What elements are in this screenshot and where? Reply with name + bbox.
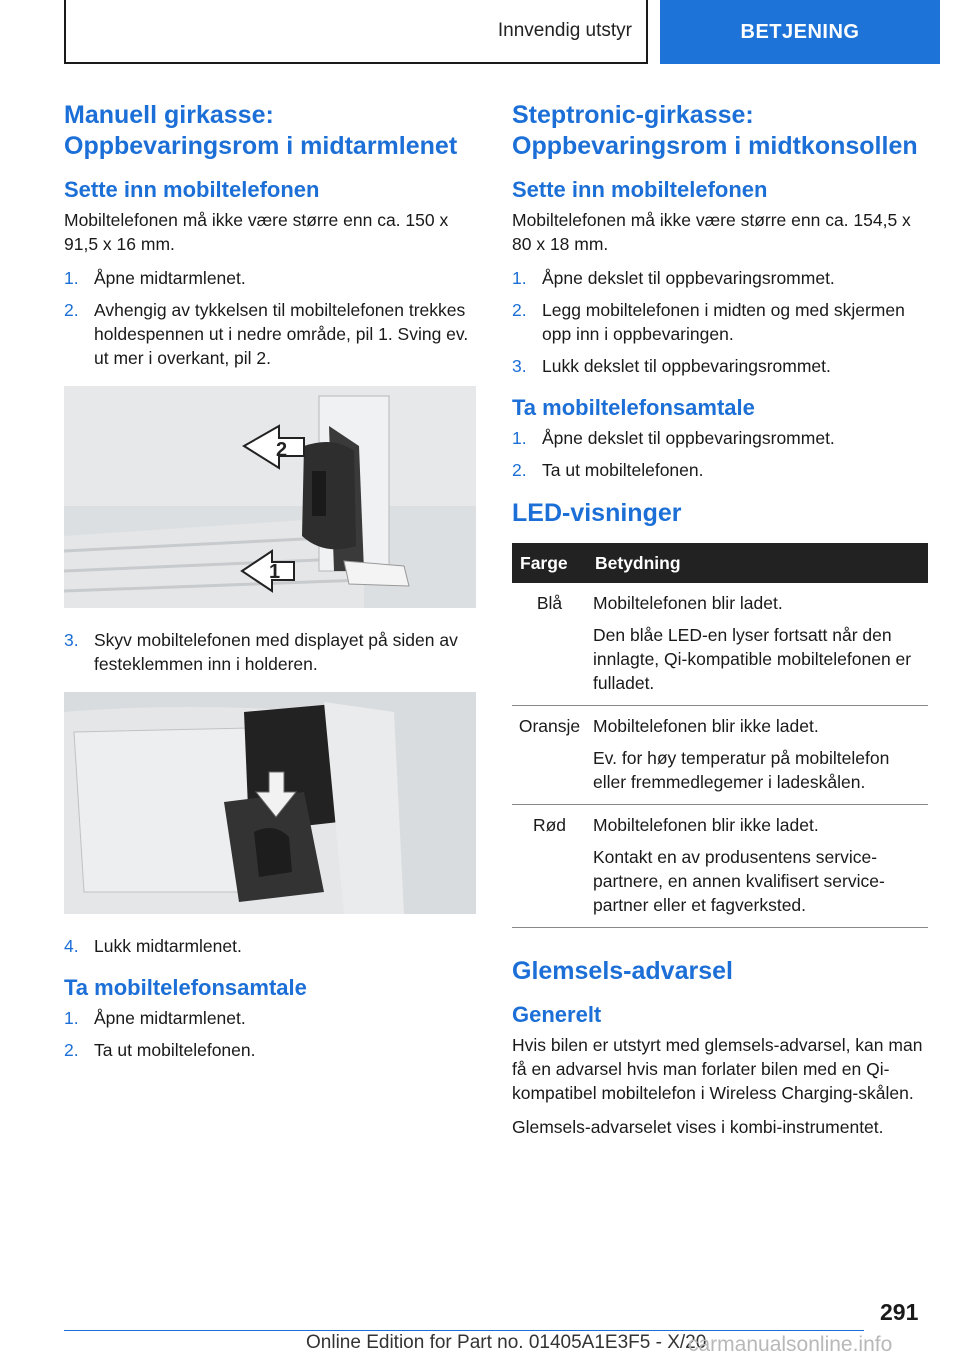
left-insert-intro: Mobiltelefonen må ikke være større enn ca. 150 x 91,5 x 16 mm. [64,210,449,254]
header-section-title: Innvendig utstyr [497,20,632,41]
header-section-box [64,0,648,64]
left-steps-a [64,266,476,370]
general-paragraph-2: Glemsels-advarselet vises i kombi-instrumentet. [512,1117,884,1137]
left-steps-c [64,934,476,958]
arrow-label-2: 2 [276,439,288,461]
led-color-cell: Oransje [512,706,587,805]
list-item: 1. Åpne midtarmlenet. [64,268,246,288]
right-insert-steps [512,266,928,378]
led-heading: LED-visninger [512,499,682,527]
led-col-color: Farge [512,543,587,583]
left-steps-b [64,628,476,676]
list-item: 1. Åpne dekslet til oppbevaringsrommet. [512,268,835,288]
led-color-cell: Rød [512,805,587,928]
list-item: 4. Lukk midtarmlenet. [64,936,242,956]
list-item: 2. Legg mobiltelefonen i midten og med skjermen opp inn i oppbevaringen. [512,300,905,344]
general-heading: Generelt [512,1002,602,1027]
led-color-cell: Blå [512,583,587,706]
right-insert-intro: Mobiltelefonen må ikke være større enn ca. 154,5 x 80 x 18 mm. [512,210,911,254]
left-remove-steps [64,1006,476,1062]
header-chapter-tab[interactable] [660,0,940,64]
right-title: Steptronic-girkasse: Oppbevaringsrom i midtkonsollen [512,101,918,160]
led-table-header-row [512,543,928,583]
led-meaning-cell: Mobiltelefonen blir ladet. Den blåe LED-en lyser fortsatt når den innlagte, Qi-kompatible mobiltelefonen er fulladet. [587,583,928,706]
forget-warning-heading: Glemsels-advarsel [512,957,733,985]
list-item: 2. Avhengig av tykkelsen til mobiltelefonen trekkes holdespennen ut i nedre område, pil 1. Sving ev. ut mer i overkant, pil 2. [64,300,469,368]
page-number: 291 [880,1299,919,1325]
right-remove-heading: Ta mobiltelefonsamtale [512,395,755,420]
figure-phone-insertion [64,692,476,914]
left-remove-heading: Ta mobiltelefonsamtale [64,975,307,1000]
list-item: 3. Skyv mobiltelefonen med displayet på siden av festeklemmen inn i holderen. [64,630,458,674]
right-insert-heading: Sette inn mobiltelefonen [512,177,768,202]
led-table [512,543,928,928]
footer-divider [64,1330,864,1331]
left-insert-heading: Sette inn mobiltelefonen [64,177,320,202]
table-row [512,706,928,805]
watermark: carmanualsonline.info [688,1333,893,1356]
list-item: 1. Åpne midtarmlenet. [64,1008,246,1028]
right-remove-steps [512,426,928,482]
phone-insertion-illustration [64,692,476,914]
header-chapter-label: BETJENING [740,20,860,43]
list-item: 3. Lukk dekslet til oppbevaringsrommet. [512,356,831,376]
list-item: 1. Åpne dekslet til oppbevaringsrommet. [512,428,835,448]
led-meaning-cell: Mobiltelefonen blir ikke ladet. Kontakt en av produsentens servicepartnere, en annen kvalifisert servicepartner eller et fagverksted. [587,805,928,928]
figure-armrest-holder [64,386,476,608]
right-column [512,100,928,1149]
led-meaning-cell: Mobiltelefonen blir ikke ladet. Ev. for høy temperatur på mobiltelefon eller fremmedlegemer i ladeskålen. [587,706,928,805]
general-paragraph-1: Hvis bilen er utstyrt med glemsels-advarsel, kan man få en advarsel hvis man forlater bilen med en Qi-kompatibel mobiltelefon i Wireless Charging-skålen. [512,1035,923,1103]
arrow-label-1: 1 [269,561,281,583]
list-item: 2. Ta ut mobiltelefonen. [512,460,704,480]
table-row [512,805,928,928]
footer-edition: Online Edition for Part no. 01405A1E3F5 - X/20 [306,1332,707,1353]
armrest-illustration [64,386,476,608]
list-item: 2. Ta ut mobiltelefonen. [64,1040,256,1060]
left-title: Manuell girkasse: Oppbevaringsrom i midtarmlenet [64,101,458,160]
left-column [64,100,476,1078]
table-row [512,583,928,706]
led-col-meaning: Betydning [587,543,928,583]
